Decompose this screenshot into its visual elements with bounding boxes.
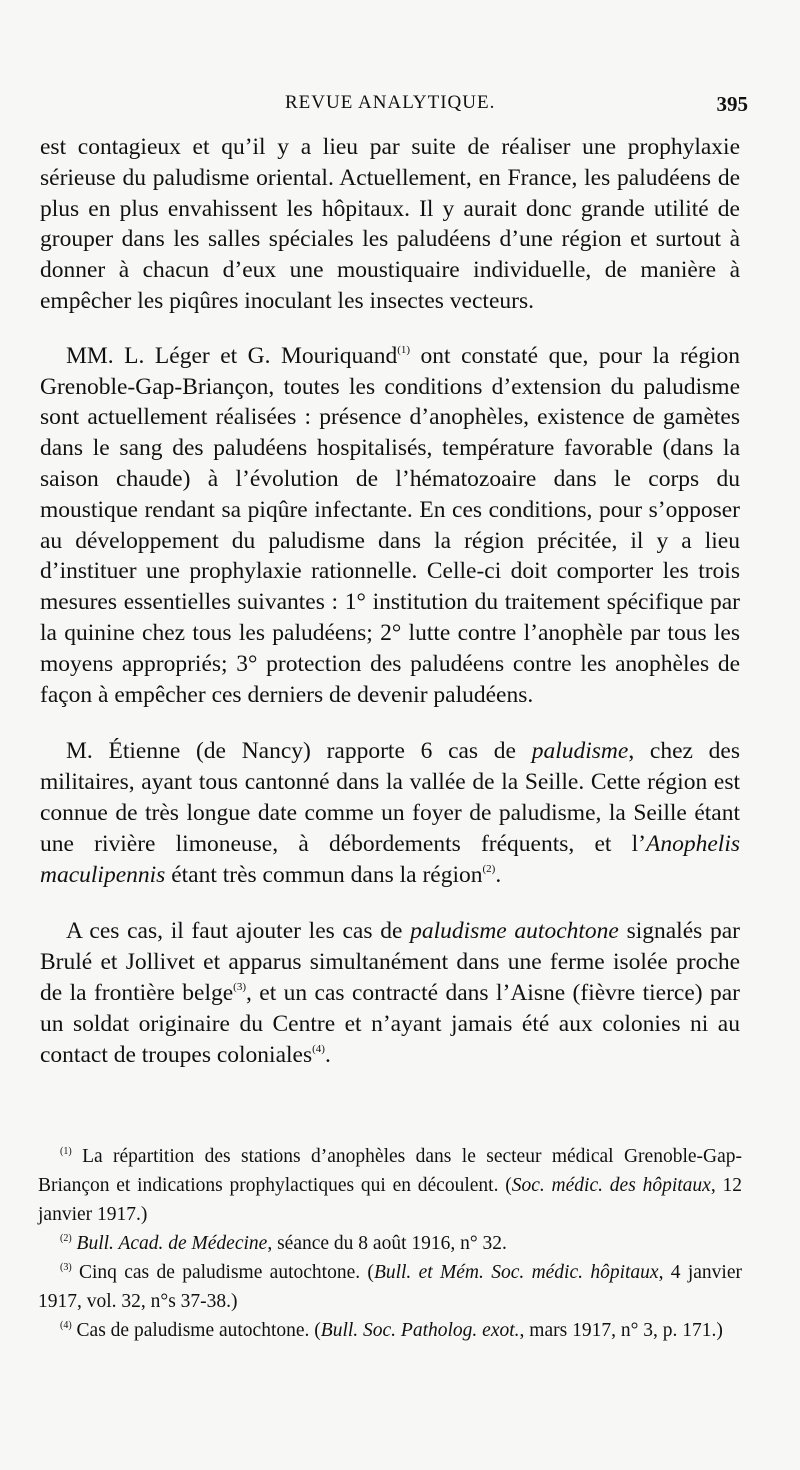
paragraph-4-text-d: . — [324, 1041, 331, 1068]
footnote-4-text-a: Cas de paludisme autochtone. ( — [71, 1320, 321, 1341]
page-header — [40, 92, 748, 122]
paragraph-3-italic-2: Anophelis maculipennis — [40, 830, 740, 888]
footnote-3-italic: Bull. et Mém. Soc. médic. hôpitaux — [373, 1262, 659, 1283]
paragraph-3-italic-1: paludisme — [531, 738, 629, 765]
paragraph-2-authors: MM. L. Léger et G. Mouriquand — [66, 342, 398, 369]
paragraph-4-text-b: signalés par Brulé et Jollivet et apparus simultanément dans une ferme isolée proche de la frontière belge — [40, 918, 740, 1006]
footnote-mark-1: (1) — [60, 1146, 72, 1157]
footnote-3-text-b: , 4 janvier 1917, vol. 32, n°s 37-38.) — [38, 1262, 742, 1312]
footnote-2-italic: Bull. Acad. de Médecine — [76, 1233, 268, 1254]
paragraph-4-text-a: A ces cas, il faut ajouter les cas de — [66, 918, 411, 945]
footnote-ref-4: (4) — [312, 1042, 325, 1055]
paragraph-1-text: est contagieux et qu’il y a lieu par suite de réaliser une prophylaxie sérieuse du paludisme oriental. Actuellement, en France, les paludéens de plus en plus envahissent les hôpitaux. Il y aurait donc grande utilité de grouper dans les salles spéciales les paludéens d’une région et surtout à donner à chacun d’eux une moustiquaire individuelle, de manière à empêcher les piqûres inoculant les insectes vecteurs. — [40, 134, 740, 314]
footnote-1-text-b: , 12 janvier 1917.) — [38, 1175, 742, 1225]
paragraph-2 — [40, 341, 740, 711]
paragraph-4-text-c: , et un cas contracté dans l’Aisne (fièvre tierce) par un soldat originaire du Centre et n’ayant jamais été aux colonies ni au contact de troupes coloniales — [40, 979, 740, 1068]
paragraph-3-text-b: , chez des militaires, ayant tous cantonné dans la vallée de la Seille. Cette région est connue de très longue date comme un foyer de paludisme, la Seille étant une rivière limoneuse, à débordements fréquents, et l’ — [40, 738, 740, 857]
body-text — [40, 132, 740, 1096]
footnote-1-italic: Soc. médic. des hôpitaux — [511, 1175, 711, 1196]
footnote-4-italic: Bull. Soc. Patholog. exot. — [320, 1320, 520, 1341]
footnote-1 — [38, 1142, 742, 1229]
footnotes — [38, 1142, 742, 1345]
paragraph-3-text-a: M. Étienne (de Nancy) rapporte 6 cas de — [66, 738, 532, 765]
footnote-4-text-b: , mars 1917, n° 3, p. 171.) — [519, 1320, 723, 1341]
paragraph-4-italic: paludisme autochtone — [410, 918, 619, 945]
paragraph-3-text-c: étant très commun dans la région — [165, 861, 483, 888]
footnote-2 — [38, 1229, 742, 1258]
paragraph-3-text-d: . — [495, 861, 502, 888]
page-number: 395 — [716, 92, 748, 116]
footnote-ref-3: (3) — [233, 980, 246, 993]
footnote-3-text-a: Cinq cas de paludisme autochtone. ( — [71, 1262, 374, 1283]
footnote-1-text-a: La répartition des stations d’anophèles dans le secteur médical Grenoble-Gap-Briançon et indications prophylactiques qui en découlent. ( — [38, 1146, 742, 1196]
running-title: REVUE ANALYTIQUE. — [285, 92, 496, 113]
footnote-2-text-b: , séance du 8 août 1916, n° 32. — [267, 1233, 507, 1254]
footnote-mark-3: (3) — [60, 1262, 72, 1273]
footnote-ref-2: (2) — [482, 862, 496, 875]
footnote-4 — [38, 1316, 742, 1345]
footnote-mark-2: (2) — [60, 1233, 72, 1244]
footnote-3 — [38, 1258, 742, 1316]
paragraph-3 — [40, 736, 740, 890]
footnote-ref-1: (1) — [397, 343, 411, 356]
paragraph-2-text: ont constaté que, pour la région Grenoble-Gap-Briançon, toutes les conditions d’extension du paludisme sont actuellement réalisées : présence d’anophèles, existence de gamètes dans le sang des paludéens hospitalisés, température favorable (dans la saison chaude) à l’évolution de l’hématozoaire dans le corps du moustique rendant sa piqûre infectante. En ces conditions, pour s’opposer au développement du paludisme dans la région précitée, il y a lieu d’instituer une prophylaxie rationnelle. Celle-ci doit comporter les trois mesures essentielles suivantes : 1° institution du traitement spécifique par la quinine chez tous les paludéens; 2° lutte contre l’anophèle par tous les moyens appropriés; 3° protection des paludéens contre les anophèles de façon à empêcher ces derniers de devenir paludéens. — [40, 342, 740, 708]
paragraph-4 — [40, 916, 740, 1070]
footnote-mark-4: (4) — [60, 1320, 72, 1331]
paragraph-1 — [40, 132, 740, 317]
